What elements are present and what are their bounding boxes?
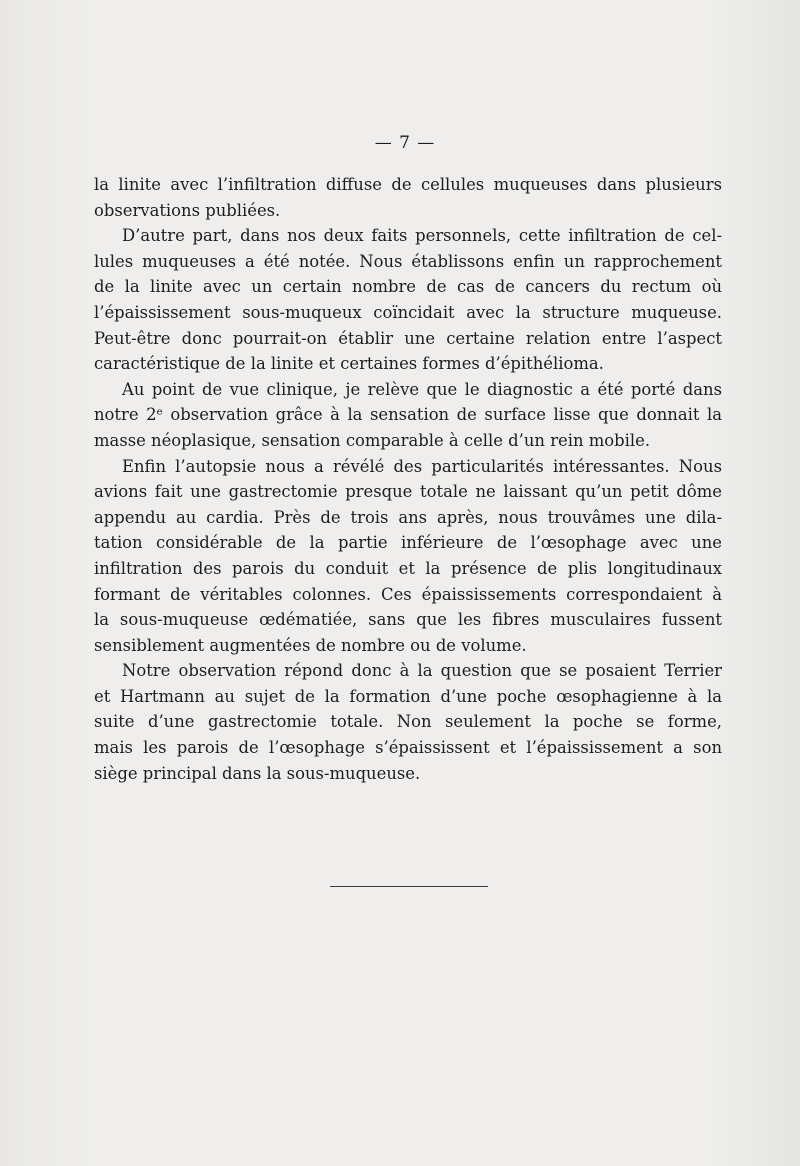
- text-line: notre 2ᵉ observation grâce à la sensation de surface lisse que donnait la: [94, 405, 722, 425]
- text-line: mais les parois de l’œsophage s’épaississent et l’épaississement a son: [94, 738, 722, 758]
- text-line: et Hartmann au sujet de la formation d’une poche œsophagienne à la: [94, 686, 722, 706]
- text-line: caractéristique de la linite et certaines formes d’épithélioma.: [94, 354, 604, 374]
- text-line: appendu au cardia. Près de trois ans après, nous trouvâmes une dila-: [94, 507, 722, 527]
- text-line: D’autre part, dans nos deux faits personnels, cette infiltration de cel-: [122, 226, 722, 246]
- text-line: l’épaississement sous-muqueux coïncidait avec la structure muqueuse.: [94, 302, 722, 322]
- end-rule: [330, 886, 488, 887]
- text-line: suite d’une gastrectomie totale. Non seulement la poche se forme,: [94, 712, 722, 732]
- text-line: la linite avec l’infiltration diffuse de cellules muqueuses dans plusieurs: [94, 175, 722, 194]
- text-line: la sous-muqueuse œdématiée, sans que les fibres musculaires fussent: [94, 610, 722, 630]
- text-line: lules muqueuses a été notée. Nous établissons enfin un rapprochement: [94, 251, 722, 271]
- text-line: siège principal dans la sous-muqueuse.: [94, 763, 421, 783]
- text-line: Notre observation répond donc à la question que se posaient Terrier: [122, 661, 722, 681]
- text-line: masse néoplasique, sensation comparable à celle d’un rein mobile.: [94, 430, 651, 450]
- page-number: — 7 —: [374, 133, 436, 153]
- text-line: Peut-être donc pourrait-on établir une certaine relation entre l’aspect: [94, 328, 722, 348]
- body-text: [94, 172, 722, 786]
- text-line: avions fait une gastrectomie presque totale ne laissant qu’un petit dôme: [94, 482, 722, 502]
- text-line: sensiblement augmentées de nombre ou de volume.: [94, 635, 527, 655]
- text-line: Enfin l’autopsie nous a révélé des particularités intéressantes. Nous: [122, 456, 722, 476]
- text-line: de la linite avec un certain nombre de cas de cancers du rectum où: [94, 277, 722, 297]
- text-line: formant de véritables colonnes. Ces épaississements correspondaient à: [94, 584, 722, 604]
- text-line: Au point de vue clinique, je relève que le diagnostic a été porté dans: [122, 379, 722, 399]
- text-line: tation considérable de la partie inférieure de l’œsophage avec une: [94, 533, 722, 553]
- text-line: infiltration des parois du conduit et la présence de plis longitudinaux: [94, 558, 722, 578]
- text-line: observations publiées.: [94, 200, 281, 220]
